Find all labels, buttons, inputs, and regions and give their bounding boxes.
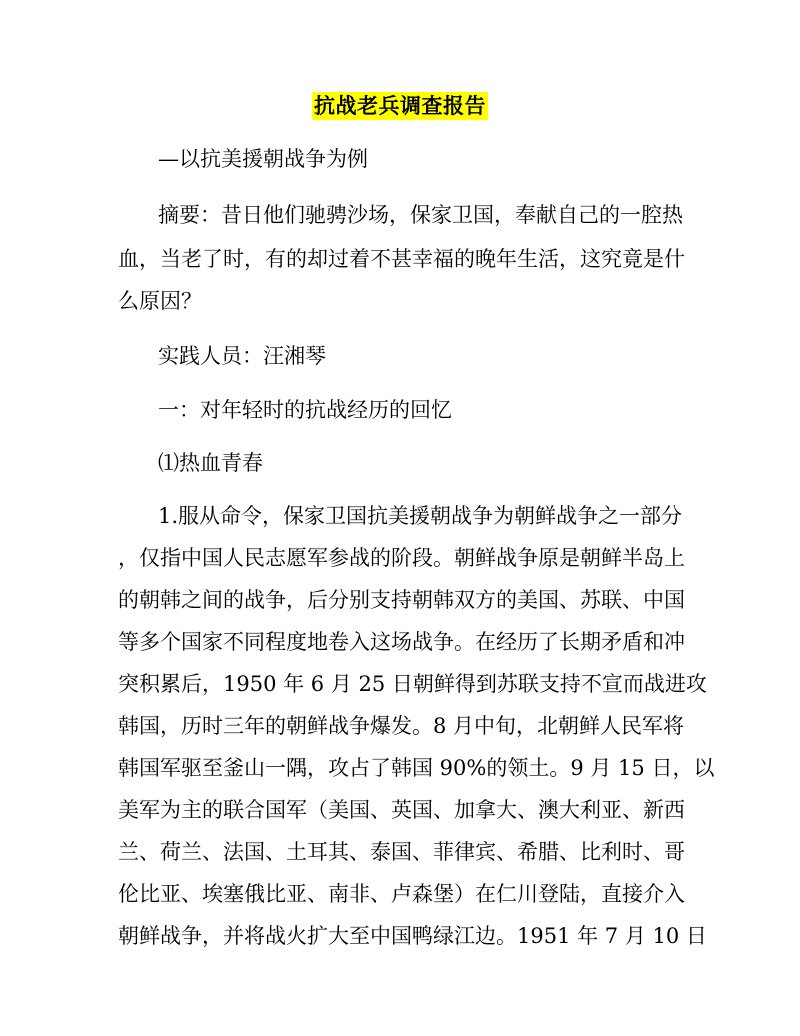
abstract-line: 血，当老了时，有的却过着不甚幸福的晚年生活，这究竟是什 <box>118 247 685 271</box>
body-line: 韩国，历时三年的朝鲜战争爆发。8 月中旬，北朝鲜人民军将 <box>118 714 685 738</box>
author-line: 实践人员：汪湘琴 <box>158 344 326 368</box>
body-line: 美军为主的联合国军（美国、英国、加拿大、澳大利亚、新西 <box>118 798 685 822</box>
body-line: 伦比亚、埃塞俄比亚、南非、卢森堡）在仁川登陆，直接介入 <box>118 882 685 906</box>
subsection-heading: ⑴热血青春 <box>158 451 263 475</box>
subtitle: —以抗美援朝战争为例 <box>158 147 368 171</box>
abstract-line: 摘要：昔日他们驰骋沙场，保家卫国，奉献自己的一腔热 <box>158 203 683 227</box>
section-heading: 一：对年轻时的抗战经历的回忆 <box>158 398 452 422</box>
abstract-line: 么原因？ <box>118 289 202 313</box>
body-line: ，仅指中国人民志愿军参战的阶段。朝鲜战争原是朝鲜半岛上 <box>118 546 685 570</box>
title-wrap <box>0 92 800 120</box>
body-line: 等多个国家不同程度地卷入这场战争。在经历了长期矛盾和冲 <box>118 630 685 654</box>
body-line: 兰、荷兰、法国、土耳其、泰国、菲律宾、希腊、比利时、哥 <box>118 840 685 864</box>
body-line: 的朝韩之间的战争，后分别支持朝韩双方的美国、苏联、中国 <box>118 588 685 612</box>
body-line: 韩国军驱至釜山一隅，攻占了韩国 90%的领土。9 月 15 日，以 <box>118 756 715 780</box>
body-line: 1.服从命令，保家卫国抗美援朝战争为朝鲜战争之一部分 <box>158 504 683 528</box>
body-line: 突积累后，1950 年 6 月 25 日朝鲜得到苏联支持不宣而战进攻 <box>118 672 707 696</box>
report-title: 抗战老兵调查报告 <box>314 93 486 118</box>
body-line: 朝鲜战争，并将战火扩大至中国鸭绿江边。1951 年 7 月 10 日 <box>118 924 707 948</box>
